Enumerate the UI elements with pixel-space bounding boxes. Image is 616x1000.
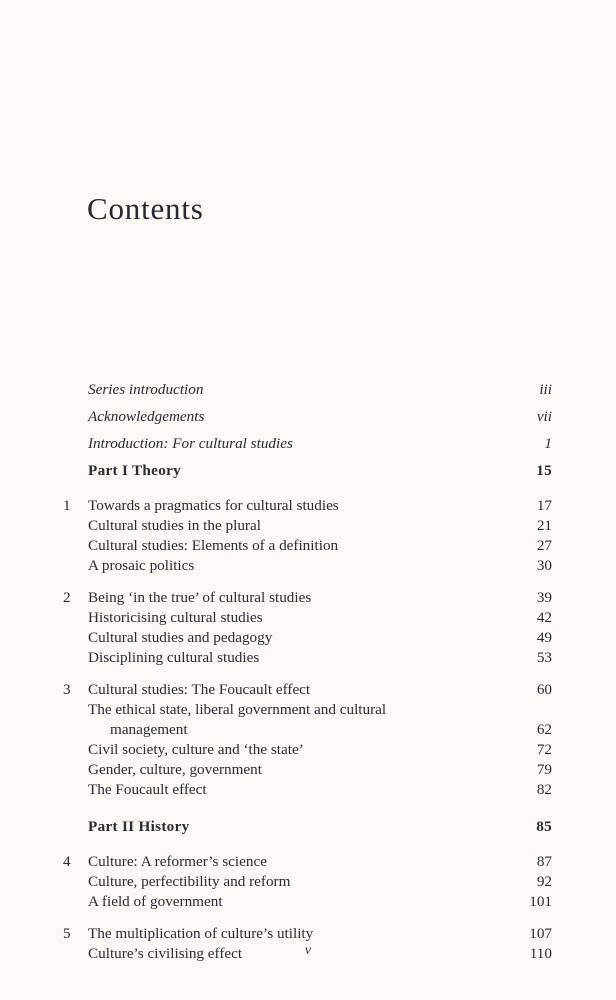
toc-entry-label: Disciplining cultural studies — [88, 649, 260, 666]
toc-section-row[interactable] — [63, 760, 552, 780]
toc-section-row[interactable] — [63, 608, 552, 628]
toc-chapter-row[interactable] — [63, 852, 552, 872]
toc-entry-label: Historicising cultural studies — [88, 609, 263, 626]
toc-chapter-number: 4 — [63, 853, 71, 870]
toc-entry-page-number: 49 — [536, 629, 552, 646]
toc-entry-page-number: 42 — [536, 609, 552, 626]
toc-entry-page-number: 82 — [536, 781, 552, 798]
toc-entry-label: Series introduction — [88, 381, 204, 398]
toc-entry-page-number: vii — [536, 408, 552, 425]
toc-front-matter-row[interactable] — [63, 430, 552, 457]
toc-section-row[interactable] — [63, 628, 552, 648]
toc-chapter-number: 1 — [63, 497, 71, 514]
toc-entry-label: Culture’s civilising effect — [88, 945, 243, 962]
toc-entry-page-number: 1 — [544, 435, 552, 452]
toc-entry-label: Cultural studies: The Foucault effect — [88, 681, 311, 698]
toc-entry-page-number: 27 — [536, 537, 552, 554]
toc-section-row[interactable] — [63, 872, 552, 892]
toc-entry-label: A field of government — [88, 893, 223, 910]
toc-section-row[interactable] — [63, 536, 552, 556]
toc-entry-label: Cultural studies and pedagogy — [88, 629, 273, 646]
toc-entry-label: Cultural studies: Elements of a definition — [88, 537, 339, 554]
toc-chapter-row[interactable] — [63, 496, 552, 516]
toc-entry-page-number: 79 — [536, 761, 552, 778]
toc-entry-page-number: 15 — [536, 462, 552, 479]
toc-entry-page-number: 110 — [529, 945, 552, 962]
toc-entry-page-number: 87 — [536, 853, 552, 870]
toc-entry-page-number: 39 — [536, 589, 552, 606]
toc-entry-page-number: 17 — [536, 497, 552, 514]
toc-continuation-row[interactable] — [63, 720, 552, 740]
toc-entry-page-number: 101 — [529, 893, 552, 910]
toc-entry-label: The Foucault effect — [88, 781, 207, 798]
toc-chapter-number: 3 — [63, 681, 71, 698]
toc-chapter-row[interactable] — [63, 680, 552, 700]
toc-entry-label: Culture, perfectibility and reform — [88, 873, 291, 890]
toc-entry-label: Introduction: For cultural studies — [88, 435, 293, 452]
toc-front-matter-row[interactable] — [63, 403, 552, 430]
toc-section-row[interactable] — [63, 516, 552, 536]
toc-entry-label: Acknowledgements — [88, 408, 205, 425]
toc-section-row[interactable] — [63, 740, 552, 760]
toc-section-row[interactable] — [63, 780, 552, 800]
toc-entry-page-number: 60 — [536, 681, 552, 698]
table-of-contents — [63, 376, 552, 964]
toc-chapter-number: 5 — [63, 925, 71, 942]
toc-chapter-number: 2 — [63, 589, 71, 606]
toc-entry-label: Towards a pragmatics for cultural studies — [88, 497, 339, 514]
toc-entry-page-number: 92 — [536, 873, 552, 890]
toc-entry-label: Civil society, culture and ‘the state’ — [88, 741, 304, 758]
toc-section-row[interactable] — [63, 892, 552, 912]
toc-entry-page-number: 53 — [536, 649, 552, 666]
toc-entry-page-number: 72 — [536, 741, 552, 758]
toc-section-row[interactable] — [63, 700, 552, 720]
toc-part-heading-row[interactable] — [63, 813, 552, 840]
toc-entry-page-number: 30 — [536, 557, 552, 574]
page-folio: v — [304, 943, 312, 958]
toc-entry-label: Culture: A reformer’s science — [88, 853, 267, 870]
toc-chapter-row[interactable] — [63, 924, 552, 944]
toc-entry-label: The multiplication of culture’s utility — [88, 925, 314, 942]
toc-entry-label: Cultural studies in the plural — [88, 517, 261, 534]
toc-entry-label: Part I Theory — [88, 462, 182, 479]
toc-entry-page-number: 85 — [536, 818, 552, 835]
page-title: Contents — [87, 190, 204, 226]
toc-entry-label: A prosaic politics — [88, 557, 195, 574]
toc-part-heading-row[interactable] — [63, 457, 552, 484]
toc-entry-label: The ethical state, liberal government and cultural — [88, 701, 387, 718]
toc-entry-page-number: iii — [539, 381, 552, 398]
toc-chapter-row[interactable] — [63, 588, 552, 608]
toc-entry-label: Being ‘in the true’ of cultural studies — [88, 589, 312, 606]
toc-entry-page-number: 107 — [529, 925, 552, 942]
toc-entry-label: management — [110, 721, 188, 738]
toc-entry-page-number: 62 — [536, 721, 552, 738]
toc-entry-page-number: 21 — [536, 517, 552, 534]
toc-section-row[interactable] — [63, 648, 552, 668]
toc-section-row[interactable] — [63, 556, 552, 576]
toc-front-matter-row[interactable] — [63, 376, 552, 403]
toc-entry-label: Part II History — [88, 818, 190, 835]
toc-entry-label: Gender, culture, government — [88, 761, 262, 778]
